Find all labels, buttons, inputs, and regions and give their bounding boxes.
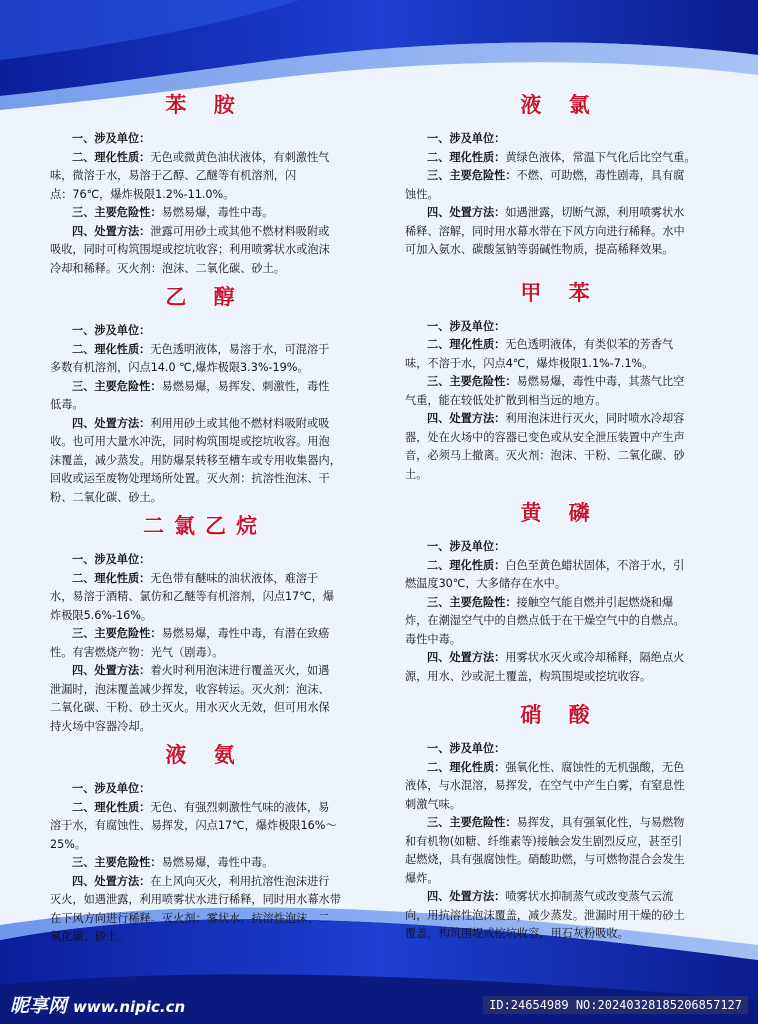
section-title: 黄 磷 — [520, 500, 600, 525]
text-line: 氧化碳、砂土。 — [50, 930, 129, 943]
watermark-id: ID:24654989 NO:20240328185206857127 — [483, 996, 748, 1014]
text-line: 三、主要危险性：易燃易爆，毒性中毒。 — [72, 206, 274, 219]
text-line: 低毒。 — [50, 398, 84, 411]
text-line: 一、涉及单位： — [427, 319, 506, 333]
section-title: 二氯乙烷 — [143, 513, 267, 538]
text-line: 三、主要危险性：接触空气能自燃并引起燃烧和爆 — [427, 595, 674, 609]
text-line: 三、主要危险性：易燃易爆，毒性中毒。 — [72, 856, 274, 869]
text-line: 一、涉及单位： — [72, 782, 151, 795]
section-dichloroethane — [50, 513, 360, 736]
text-line: 炸，在潮湿空气中的自燃点低于在干燥空气中的自燃点。 — [405, 614, 685, 627]
text-line: 一、涉及单位： — [72, 324, 151, 337]
section-title: 苯 胺 — [165, 92, 245, 117]
text-line: 25%。 — [50, 837, 87, 851]
text-line: 一、涉及单位： — [72, 553, 151, 566]
section-toluene — [405, 280, 715, 485]
section-title: 液 氨 — [165, 742, 245, 767]
text-line: 四、处置方法：泄露可用砂土或其他不燃材料吸附或 — [72, 224, 330, 238]
text-line: 三、主要危险性：易燃易爆，毒性中毒，有潜在致癌 — [72, 627, 330, 640]
text-line: 四、处置方法：如遇泄露，切断气源，利用喷雾状水 — [427, 206, 685, 219]
text-line: 源，用水、沙或泥土覆盖，构筑围堤或挖坑收容。 — [405, 669, 652, 683]
watermark-logo: 昵享网 www.nipic.cn — [10, 995, 186, 1017]
text-line: 二、理化性质：无色或微黄色油状液体，有刺激性气 — [72, 150, 330, 164]
text-line: 音，必须马上撤离。灭火剂：泡沫、干粉、二氧化碳、砂 — [405, 449, 685, 462]
text-line: 气重，能在较低处扩散到相当远的地方。 — [405, 393, 607, 407]
text-line: 稀释、溶解，同时用水幕水带在下风方向进行稀释。水中 — [405, 224, 685, 238]
text-line: 刺激气味。 — [405, 797, 461, 811]
text-line: 二、理化性质：无色透明液体，有类似苯的芳香气 — [427, 338, 674, 351]
text-line: 四、处置方法：着火时利用泡沫进行覆盖灭火，如遇 — [72, 664, 330, 677]
text-line: 泄漏时，泡沫覆盖减少挥发，收容转运。灭火剂：泡沫、 — [50, 682, 330, 696]
text-line: 土。 — [405, 467, 428, 481]
text-line: 冷却和稀释。灭火剂：泡沫、二氧化碳、砂土。 — [50, 261, 285, 275]
section-liquid-chlorine — [405, 92, 715, 260]
text-line: 液体，与水混溶，易挥发，在空气中产生白雾，有窒息性 — [405, 779, 685, 792]
text-line: 一、涉及单位： — [427, 132, 506, 145]
text-line: 蚀性。 — [405, 187, 439, 201]
text-line: 二、理化性质：强氧化性、腐蚀性的无机强酸，无色 — [427, 760, 685, 774]
text-line: 炸极限5.6%-16%。 — [50, 608, 153, 622]
text-line: 二、理化性质：无色、有强烈刺激性气味的液体，易 — [72, 800, 330, 814]
text-line: 三、主要危险性：易燃易爆，易挥发、刺激性，毒性 — [72, 379, 330, 393]
text-line: 爆炸。 — [405, 871, 439, 885]
text-line: 持火场中容器冷却。 — [50, 719, 151, 733]
section-nitric-acid — [405, 702, 715, 944]
text-line: 和有机物(如糖、纤维素等)接触会发生剧烈反应，甚至引 — [405, 834, 683, 848]
section-yellow-phosphorus — [405, 500, 715, 686]
section-title: 乙 醇 — [165, 284, 245, 309]
right-column — [405, 92, 715, 944]
section-title: 甲 苯 — [520, 279, 600, 305]
text-line: 四、处置方法：利用泡沫进行灭火，同时喷水冷却容 — [427, 412, 685, 425]
text-line: 三、主要危险性：不燃、可助燃，毒性剧毒，具有腐 — [427, 169, 685, 182]
text-line: 在下风方向进行稀释。灭火剂：雾状水、抗溶性泡沫、二 — [50, 911, 330, 925]
text-line: 收。也可用大量水冲洗，同时构筑围堤或挖坑收容。用泡 — [50, 435, 330, 448]
text-line: 一、涉及单位： — [427, 540, 506, 553]
text-line: 向，用抗溶性泡沫覆盖，减少蒸发。泄漏时用干燥的砂土 — [405, 908, 685, 922]
text-line: 三、主要危险性：易燃易爆，毒性中毒，其蒸气比空 — [427, 375, 685, 388]
section-title: 液 氯 — [520, 92, 600, 117]
section-aniline — [50, 92, 360, 278]
text-line: 一、涉及单位： — [72, 132, 151, 145]
text-line: 粉、二氧化碳、砂土。 — [50, 490, 162, 504]
text-line: 沫覆盖，减少蒸发。用防爆泵转移至槽车或专用收集器内， — [50, 453, 341, 467]
text-line: 四、处置方法：在上风向灭火，利用抗溶性泡沫进行 — [72, 874, 330, 888]
text-line: 四、处置方法：用雾状水灭火或冷却稀释，隔绝点火 — [427, 651, 685, 664]
text-line: 三、主要危险性：易挥发，具有强氧化性，与易燃物 — [427, 816, 685, 829]
text-line: 二氧化碳、干粉、砂土灭火。用水灭火无效，但可用水保 — [50, 701, 330, 714]
text-line: 灭火，如遇泄露，利用喷雾状水进行稀释，同时用水幕水带 — [50, 893, 341, 906]
text-line: 四、处置方法：喷雾状水抑制蒸气或改变蒸气云流 — [427, 890, 674, 903]
text-line: 点：76℃，爆炸极限1.2%-11.0%。 — [50, 187, 235, 201]
text-line: 燃温度30℃，大多储存在水中。 — [405, 577, 567, 590]
text-line: 二、理化性质：白色至黄色蜡状固体，不溶于水，引 — [427, 558, 685, 572]
text-line: 四、处置方法：利用用砂土或其他不燃材料吸附或吸 — [72, 416, 330, 430]
text-line: 多数有机溶剂，闪点14.0 ℃,爆炸极限3.3%-19%。 — [50, 361, 309, 374]
text-line: 二、理化性质：黄绿色液体，常温下气化后比空气重。 — [427, 150, 696, 164]
section-liquid-ammonia — [50, 742, 360, 947]
text-line: 性。有害燃烧产物：光气（剧毒）。 — [50, 645, 224, 659]
text-line: 覆盖，构筑围堤或挖坑收容，用石灰粉吸收。 — [405, 927, 629, 940]
text-line: 吸收，同时可构筑围堤或挖坑收容；利用喷雾状水或泡沫 — [50, 243, 330, 256]
text-line: 回收或运至废物处理场所处置。灭火剂：抗溶性泡沫、干 — [50, 472, 330, 485]
text-line: 水，易溶于酒精、氯仿和乙醚等有机溶剂，闪点17℃，爆 — [50, 590, 335, 603]
text-line: 味，不溶于水，闪点4℃，爆炸极限1.1%-7.1%。 — [405, 356, 654, 370]
section-title: 硝 酸 — [520, 702, 600, 727]
section-ethanol — [50, 284, 360, 507]
text-line: 起燃烧，具有强腐蚀性。硝酸助燃，与可燃物混合会发生 — [405, 853, 685, 866]
text-line: 器，处在火场中的容器已变色或从安全泄压装置中产生声 — [405, 430, 685, 444]
text-line: 味，微溶于水，易溶于乙醇、乙醚等有机溶剂，闪 — [50, 169, 297, 182]
text-line: 一、涉及单位： — [427, 742, 506, 755]
text-line: 溶于水，有腐蚀性、易挥发，闪点17℃，爆炸极限16%～ — [50, 819, 337, 832]
left-column — [50, 92, 360, 947]
text-line: 二、理化性质：无色带有醚味的油状液体，难溶于 — [72, 571, 319, 585]
text-line: 二、理化性质：无色透明液体，易溶于水，可混溶于 — [72, 342, 330, 356]
text-line: 毒性中毒。 — [405, 632, 461, 646]
text-line: 可加入氨水、碳酸氢钠等弱碱性物质，提高稀释效果。 — [405, 243, 674, 256]
